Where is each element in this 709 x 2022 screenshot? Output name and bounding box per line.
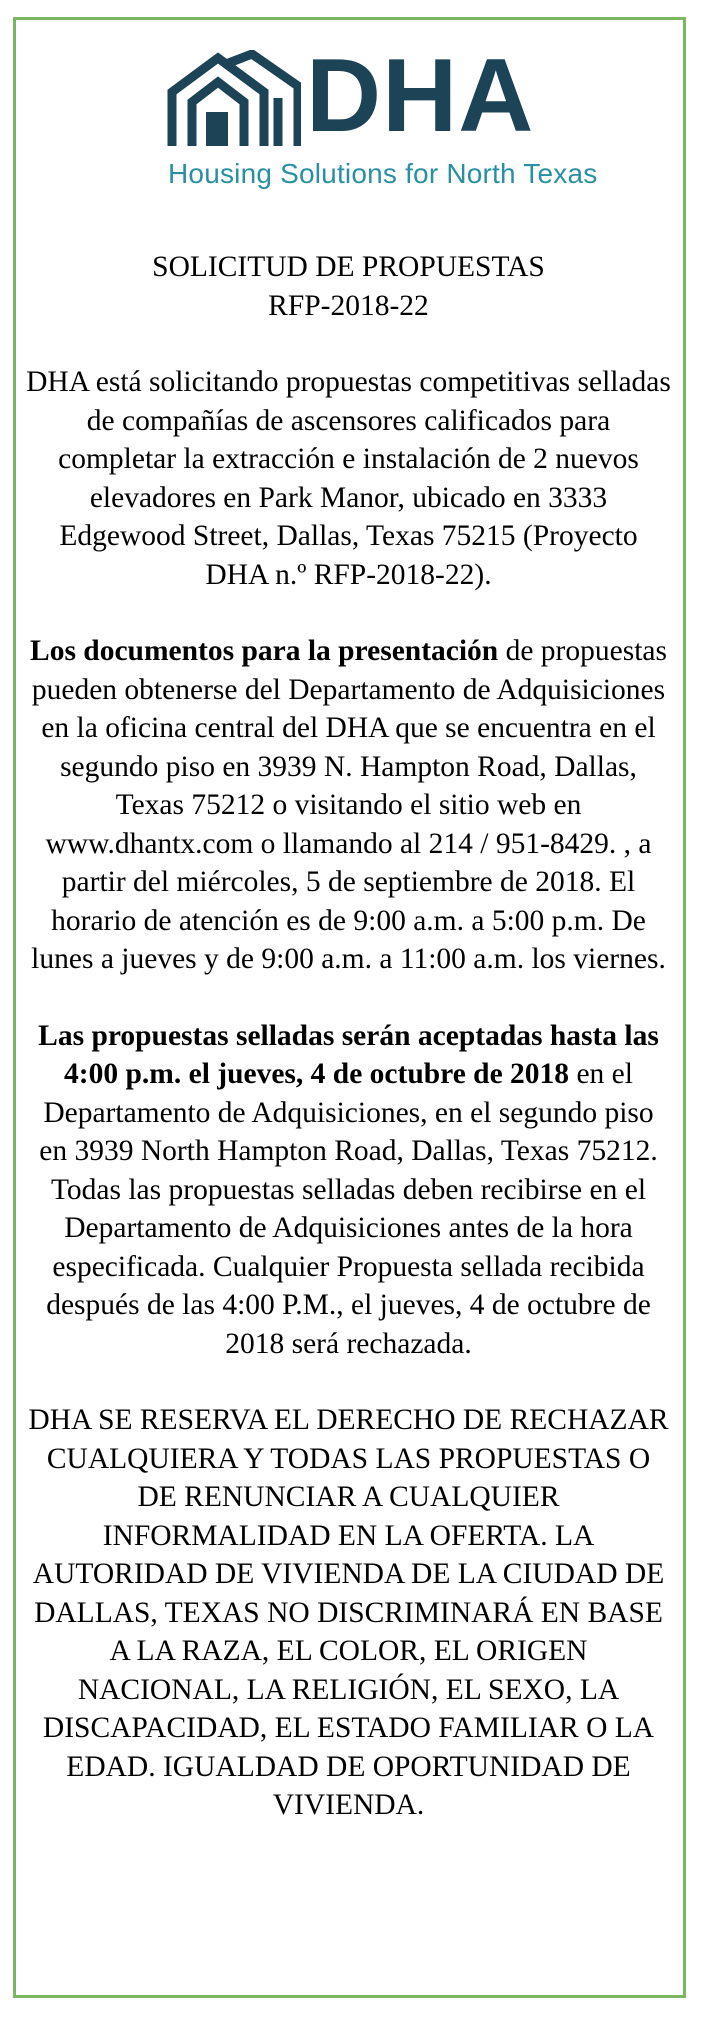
paragraph-documents-bold: Los documentos para la presentación xyxy=(30,635,499,667)
paragraph-deadline-bold: Las propuestas selladas serán aceptadas hasta las 4:00 p.m. el jueves, 4 de octubre de 2018 xyxy=(38,1019,659,1090)
paragraph-documents-text: de propuestas pueden obtenerse del Departamento de Adquisiciones en la oficina central del DHA que se encuentra en el segundo piso en 3939 N. Hampton Road, Dallas, Texas 75212 o visitando el sitio web en www.dhantx.com o llamando al 214 / 951-8429. , a partir del miércoles, 5 de septiembre de 2018. El horario de atención es de 9:00 a.m. a 5:00 p.m. De lunes a jueves y de 9:00 a.m. a 11:00 a.m. los viernes. xyxy=(31,635,667,975)
heading-title: SOLICITUD DE PROPUESTAS xyxy=(152,251,545,283)
house-logo-icon xyxy=(166,50,301,150)
logo-wordmark: DHA xyxy=(306,38,535,154)
paragraph-deadline-text: en el Departamento de Adquisiciones, en el segundo piso en 3939 North Hampton Road, Dallas, Texas 75212. Todas las propuestas selladas deben recibirse en el Departamento de Adquisiciones antes de la hora especificada. Cualquier Propuesta sellada recibida después de las 4:00 P.M., el jueves, 4 de octubre de 2018 será rechazada. xyxy=(39,1058,658,1360)
paragraph-deadline xyxy=(26,1017,671,1364)
paragraph-documents xyxy=(26,632,671,979)
notice-body xyxy=(26,248,671,1825)
notice-heading xyxy=(26,248,671,325)
paragraph-disclaimer: DHA SE RESERVA EL DERECHO DE RECHAZAR CUALQUIERA Y TODAS LAS PROPUESTAS O DE RENUNCIAR A CUALQUIER INFORMALIDAD EN LA OFERTA. LA AUTORIDAD DE VIVIENDA DE LA CIUDAD DE DALLAS, TEXAS NO DISCRIMINARÁ EN BASE A LA RAZA, EL COLOR, EL ORIGEN NACIONAL, LA RELIGIÓN, EL SEXO, LA DISCAPACIDAD, EL ESTADO FAMILIAR O LA EDAD. IGUALDAD DE OPORTUNIDAD DE VIVIENDA. xyxy=(28,1404,669,1821)
paragraph-intro: DHA está solicitando propuestas competitivas selladas de compañías de ascensores calificados para completar la extracción e instalación de 2 nuevos elevadores en Park Manor, ubicado en 3333 Edgewood Street, Dallas, Texas 75215 (Proyecto DHA n.º RFP-2018-22). xyxy=(26,366,671,591)
heading-rfp-number: RFP-2018-22 xyxy=(268,289,429,322)
logo-tagline: Housing Solutions for North Texas xyxy=(168,158,598,189)
dha-logo xyxy=(166,38,598,200)
